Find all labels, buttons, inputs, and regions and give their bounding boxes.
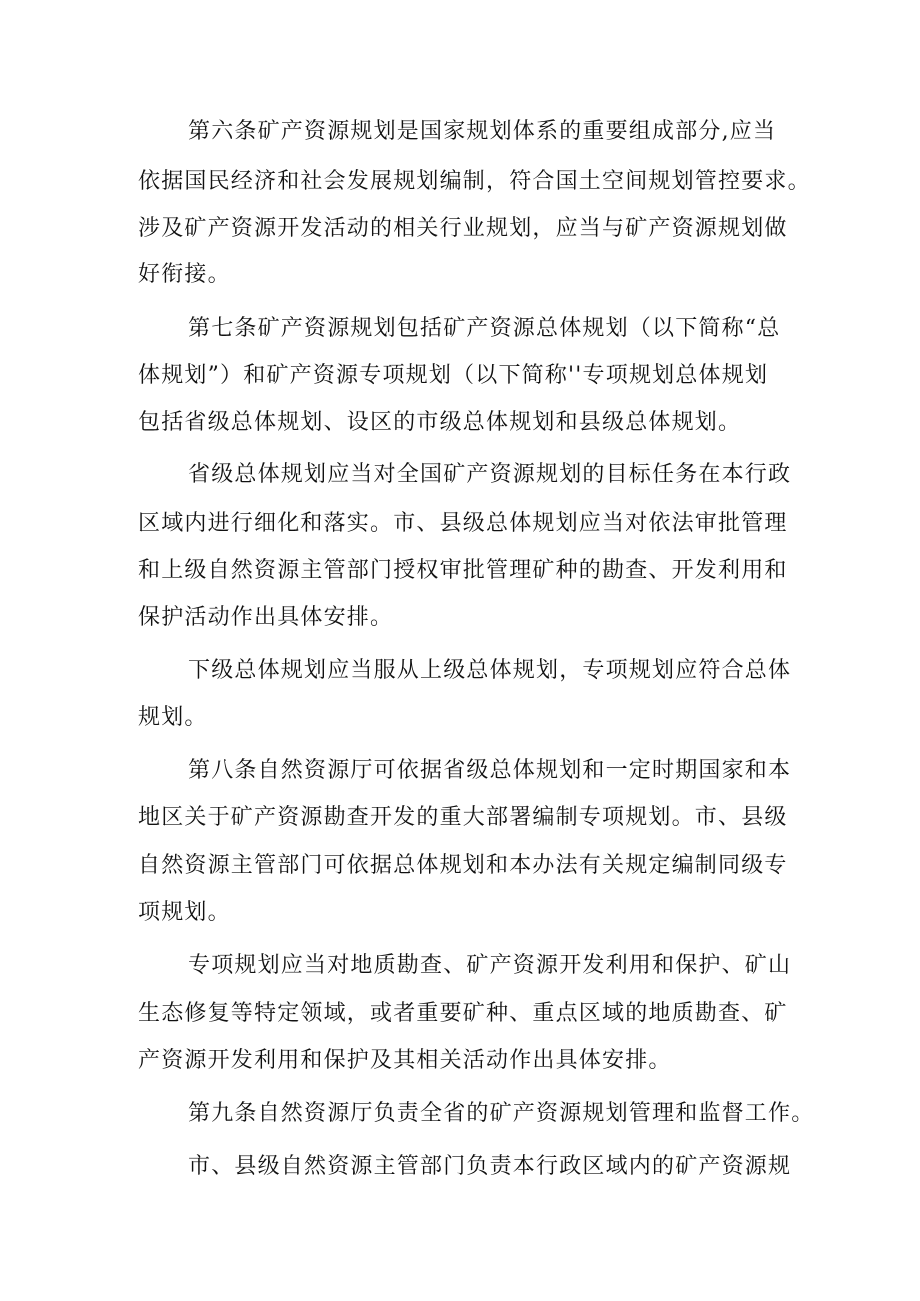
text-line: 包括省级总体规划、设区的市级总体规划和县级总体规划。 — [138, 410, 742, 435]
text-line: 项规划。 — [138, 900, 231, 925]
text-line: 生态修复等特定领域，或者重要矿种、重点区域的地质勘查、矿 — [138, 1001, 788, 1026]
text-line: 第六条矿产资源规划是国家规划体系的重要组成部分,应当 — [188, 119, 777, 144]
text-line: 专项规划应当对地质勘查、矿产资源开发利用和保护、矿山 — [188, 953, 792, 978]
text-line: 依据国民经济和社会发展规划编制，符合国土空间规划管控要求。 — [138, 169, 811, 194]
text-line: 和上级自然资源主管部门授权审批管理矿种的勘查、开发利用和 — [138, 558, 788, 583]
text-line: 第八条自然资源厅可依据省级总体规划和一定时期国家和本 — [188, 758, 792, 783]
text-line: 规划。 — [138, 705, 208, 730]
text-line: 产资源开发利用和保护及其相关活动作出具体安排。 — [138, 1048, 672, 1073]
text-line: 第九条自然资源厅负责全省的矿产资源规划管理和监督工作。 — [188, 1101, 815, 1126]
text-line: 体规划”）和矿产资源专项规划（以下简称''专项规划总体规划 — [138, 363, 769, 388]
text-line: 省级总体规划应当对全国矿产资源规划的目标任务在本行政 — [188, 462, 792, 487]
text-line: 保护活动作出具体安排。 — [138, 605, 394, 630]
text-line: 好衔接。 — [138, 262, 231, 287]
text-line: 第七条矿产资源规划包括矿产资源总体规划（以下简称“总 — [188, 316, 781, 341]
text-line: 自然资源主管部门可依据总体规划和本办法有关规定编制同级专 — [138, 853, 788, 878]
text-line: 市、县级自然资源主管部门负责本行政区域内的矿产资源规 — [188, 1154, 792, 1179]
text-line: 下级总体规划应当服从上级总体规划，专项规划应符合总体 — [188, 658, 792, 683]
text-line: 涉及矿产资源开发活动的相关行业规划，应当与矿产资源规划做 — [138, 216, 788, 241]
text-line: 地区关于矿产资源勘查开发的重大部署编制专项规划。市、县级 — [138, 805, 788, 830]
text-line: 区域内进行细化和落实。市、县级总体规划应当对依法审批管理 — [138, 511, 788, 536]
